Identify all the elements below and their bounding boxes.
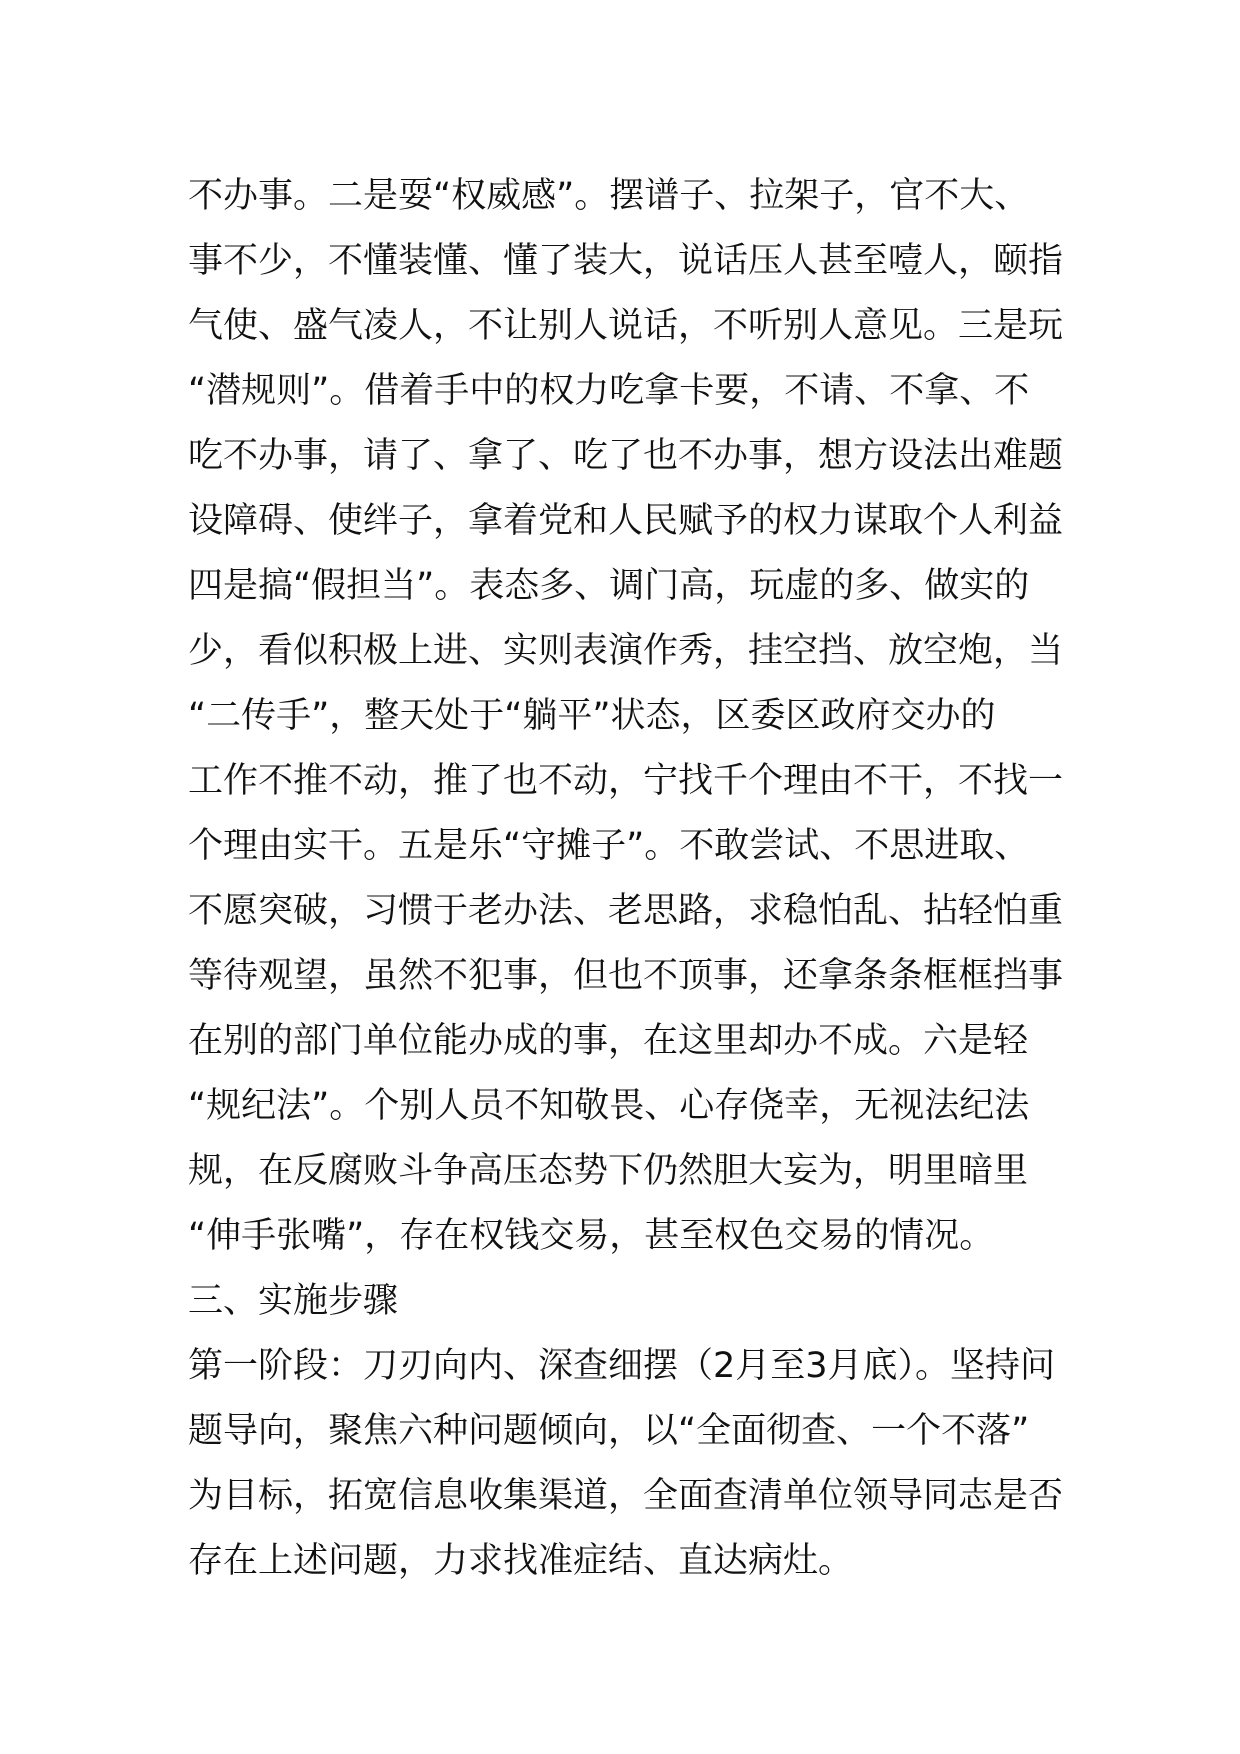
text-line: 第一阶段：刀刃向内、深查细摆（2月至3月底）。坚持问: [188, 1346, 1056, 1386]
text-line: 设障碍、使绊子，拿着党和人民赋予的权力谋取个人利益: [188, 501, 1064, 541]
text-line: 题导向，聚焦六种问题倾向，以“全面彻查、一个不落”: [188, 1411, 1030, 1451]
text-line: 不愿突破，习惯于老办法、老思路，求稳怕乱、拈轻怕重: [188, 891, 1064, 931]
text-line: 气使、盛气凌人，不让别人说话，不听别人意见。三是玩: [188, 306, 1064, 346]
text-line: 存在上述问题，力求找准症结、直达病灶。: [188, 1541, 854, 1581]
body-text: [188, 164, 1068, 1594]
text-line: 不办事。二是耍“权威感”。摆谱子、拉架子，官不大、: [188, 176, 1030, 216]
text-line: 工作不推不动，推了也不动，宁找千个理由不干，不找一: [188, 761, 1064, 801]
text-line: 吃不办事，请了、拿了、吃了也不办事，想方设法出难题: [188, 436, 1064, 476]
text-line: 个理由实干。五是乐“守摊子”。不敢尝试、不思进取、: [188, 826, 1030, 866]
text-line: 在别的部门单位能办成的事，在这里却办不成。六是轻: [188, 1021, 1029, 1061]
text-line: 事不少，不懂装懂、懂了装大，说话压人甚至噎人，颐指: [188, 241, 1064, 281]
text-line: 少，看似积极上进、实则表演作秀，挂空挡、放空炮，当: [188, 631, 1064, 671]
text-line: “潜规则”。借着手中的权力吃拿卡要，不请、不拿、不: [188, 371, 1030, 411]
text-line: “伸手张嘴”，存在权钱交易，甚至权色交易的情况。: [188, 1216, 995, 1256]
text-line: “二传手”，整天处于“躺平”状态，区委区政府交办的: [188, 696, 996, 736]
text-line: “规纪法”。个别人员不知敬畏、心存侥幸，无视法纪法: [188, 1086, 1030, 1126]
section-heading: 三、实施步骤: [188, 1281, 399, 1321]
text-line: 为目标，拓宽信息收集渠道，全面查清单位领导同志是否: [188, 1476, 1064, 1516]
text-line: 规，在反腐败斗争高压态势下仍然胆大妄为，明里暗里: [188, 1151, 1029, 1191]
text-line: 等待观望，虽然不犯事，但也不顶事，还拿条条框框挡事: [188, 956, 1064, 996]
text-line: 四是搞“假担当”。表态多、调门高，玩虚的多、做实的: [188, 566, 1030, 606]
